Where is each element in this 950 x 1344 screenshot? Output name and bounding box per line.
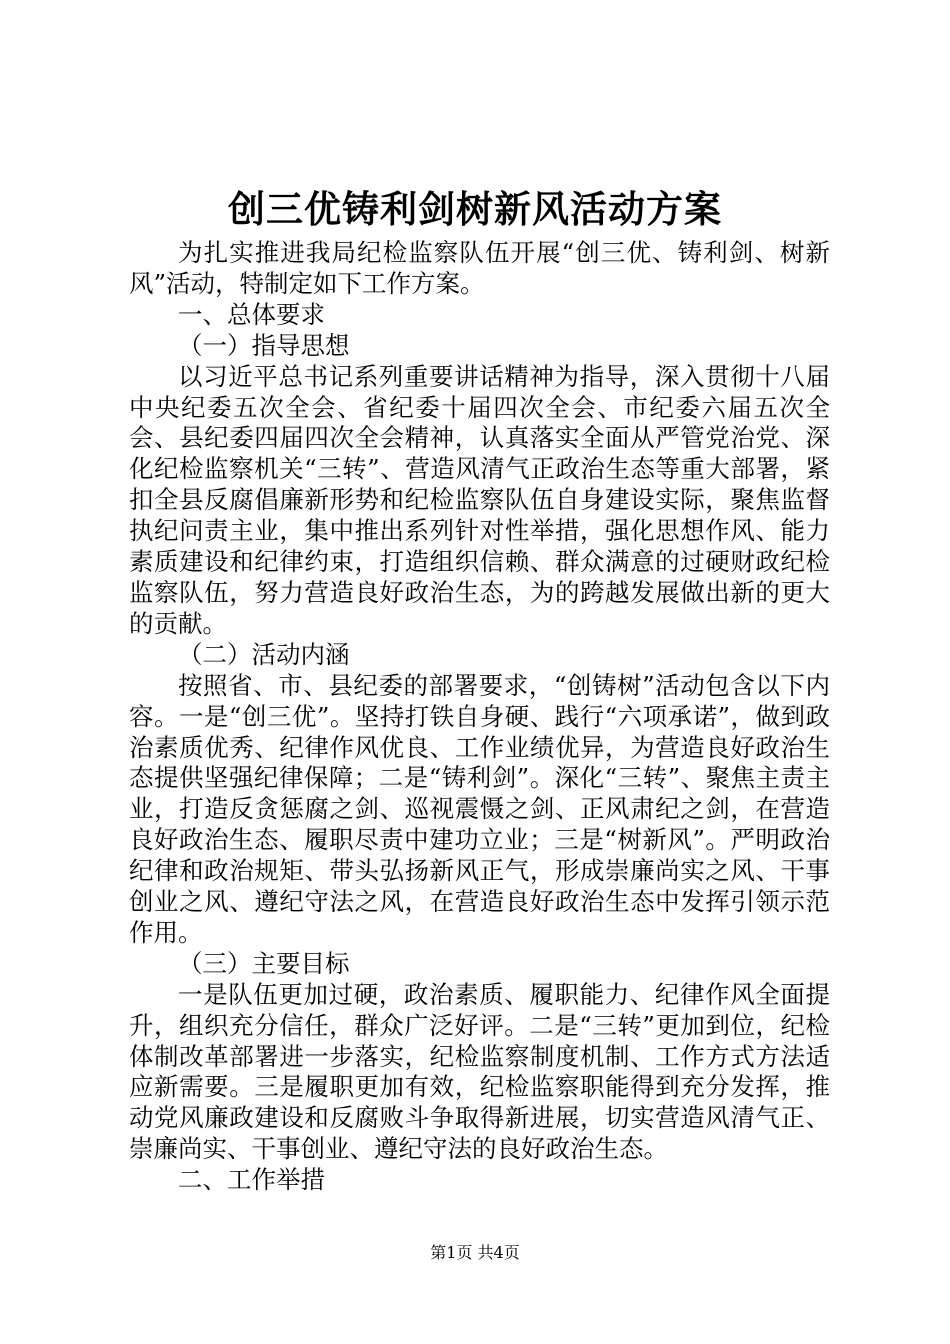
document-title: 创三优铸利剑树新风活动方案 bbox=[228, 187, 722, 231]
section-heading-general-requirements: 一、总体要求 bbox=[178, 299, 325, 329]
guiding-ideology-paragraph: 以习近平总书记系列重要讲话精神为指导，深入贯彻十八届中央纪委五次全会、省纪委十届四次全会、市纪委六届五次全会、县纪委四届四次全会精神，认真落实全面从严管党治党、深化纪检监察机关“三转”、营造风清气正政治生态等重大部署，紧扣全县反腐倡廉新形势和纪检监察队伍自身建设实际，聚焦监督执纪问责主业，集中推出系列针对性举措，强化思想作风、能力素质建设和纪律约束，打造组织信赖、群众满意的过硬财政纪检监察队伍，努力营造良好政治生态，为的跨越发展做出新的更大的贡献。 bbox=[129, 361, 830, 638]
subsection-heading-guiding-ideology: （一）指导思想 bbox=[178, 330, 350, 360]
page-number-footer: 第1页 共4页 bbox=[430, 1243, 520, 1262]
document-body bbox=[129, 238, 830, 1196]
subsection-heading-main-goals: （三）主要目标 bbox=[178, 948, 350, 978]
section-heading-work-measures: 二、工作举措 bbox=[178, 1165, 325, 1195]
subsection-heading-activity-content: （二）活动内涵 bbox=[178, 639, 350, 669]
main-goals-paragraph: 一是队伍更加过硬，政治素质、履职能力、纪律作风全面提升，组织充分信任，群众广泛好评。二是“三转”更加到位，纪检体制改革部署进一步落实，纪检监察制度机制、工作方式方法适应新需要。三是履职更加有效，纪检监察职能得到充分发挥，推动党风廉政建设和反腐败斗争取得新进展，切实营造风清气正、崇廉尚实、干事创业、遵纪守法的良好政治生态。 bbox=[129, 979, 830, 1164]
intro-paragraph: 为扎实推进我局纪检监察队伍开展“创三优、铸利剑、树新风”活动，特制定如下工作方案。 bbox=[129, 238, 830, 298]
activity-content-paragraph: 按照省、市、县纪委的部署要求，“创铸树”活动包含以下内容。一是“创三优”。坚持打铁自身硬、践行“六项承诺”，做到政治素质优秀、纪律作风优良、工作业绩优异，为营造良好政治生态提供坚强纪律保障；二是“铸利剑”。深化“三转”、聚焦主责主业，打造反贪惩腐之剑、巡视震慑之剑、正风肃纪之剑，在营造良好政治生态、履职尽责中建功立业；三是“树新风”。严明政治纪律和政治规矩、带头弘扬新风正气，形成崇廉尚实之风、干事创业之风、遵纪守法之风，在营造良好政治生态中发挥引领示范作用。 bbox=[129, 670, 830, 947]
